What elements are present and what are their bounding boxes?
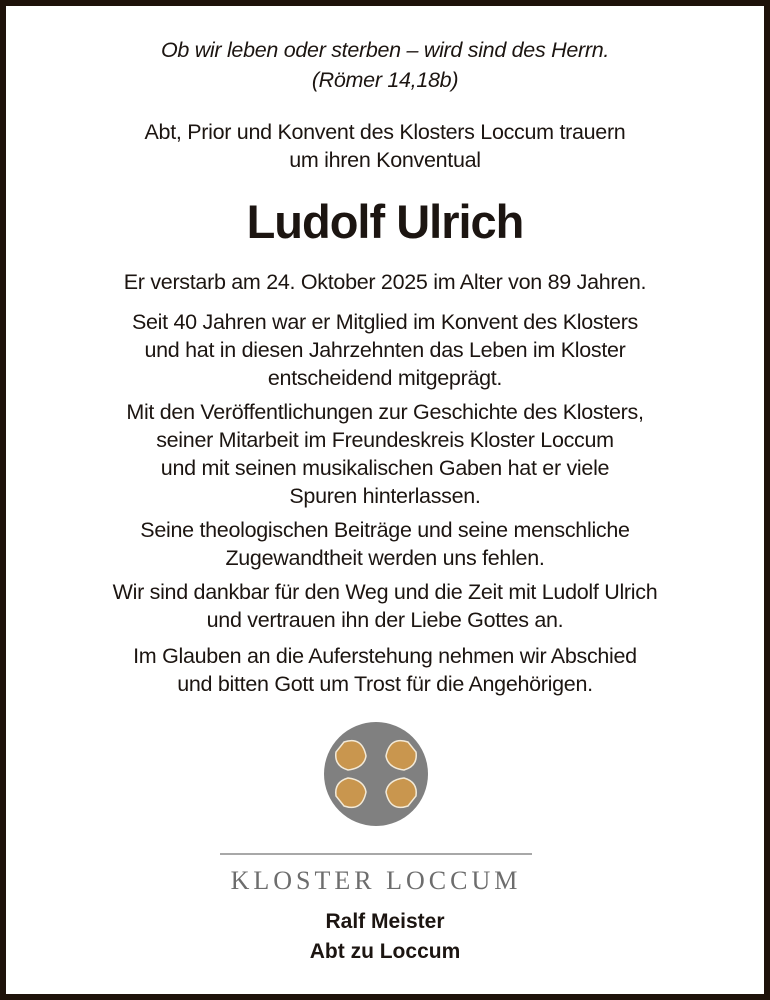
body-line: Spuren hinterlassen.: [289, 484, 481, 508]
body-line: Seine theologischen Beiträge und seine menschliche: [140, 518, 630, 542]
intro-line: um ihren Konventual: [289, 148, 481, 172]
body-line: und hat in diesen Jahrzehnten das Leben im Kloster: [144, 338, 626, 362]
deceased-name: Ludolf Ulrich: [246, 195, 524, 248]
signatory-title: Abt zu Loccum: [309, 940, 461, 963]
kloster-loccum-logo: [216, 718, 536, 898]
logo-wordmark: KLOSTER LOCCUM: [230, 866, 522, 895]
body-line: Zugewandtheit werden uns fehlen.: [225, 546, 545, 570]
bible-reference: (Römer 14,18b): [311, 68, 459, 92]
body-line: Wir sind dankbar für den Weg und die Zeit mit Ludolf Ulrich: [112, 580, 658, 604]
bible-quote: Ob wir leben oder sterben – wird sind des Herrn.: [160, 38, 610, 62]
body-line: und bitten Gott um Trost für die Angehörigen.: [177, 672, 593, 696]
intro-line: Abt, Prior und Konvent des Klosters Loccum trauern: [144, 120, 626, 144]
signatory-name: Ralf Meister: [325, 910, 445, 933]
body-line: entscheidend mitgeprägt.: [267, 366, 503, 390]
body-line: und mit seinen musikalischen Gaben hat er viele: [160, 456, 610, 480]
body-line: Er verstarb am 24. Oktober 2025 im Alter von 89 Jahren.: [123, 270, 647, 294]
body-line: seiner Mitarbeit im Freundeskreis Kloster Loccum: [156, 428, 614, 452]
body-line: Im Glauben an die Auferstehung nehmen wir Abschied: [133, 644, 637, 668]
body-line: Mit den Veröffentlichungen zur Geschichte des Klosters,: [126, 400, 644, 424]
body-line: Seit 40 Jahren war er Mitglied im Konvent des Klosters: [131, 310, 638, 334]
body-line: und vertrauen ihn der Liebe Gottes an.: [206, 608, 564, 632]
cross-emblem-icon: [216, 718, 536, 858]
